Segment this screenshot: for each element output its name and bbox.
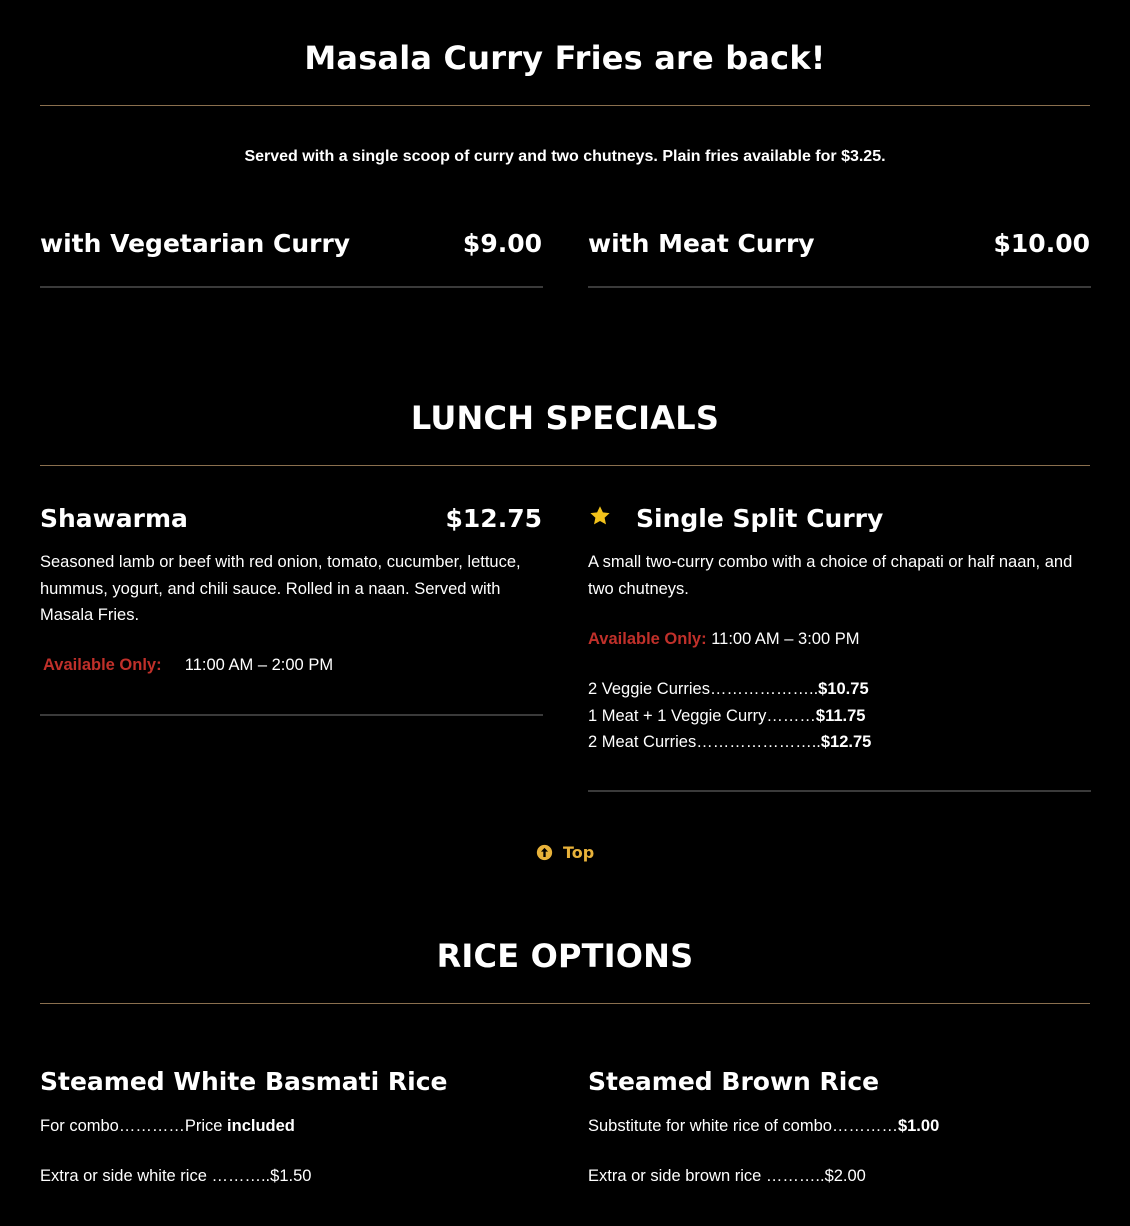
option-label: 2 Veggie Curries………………..	[588, 680, 819, 698]
white-rice-name: Steamed White Basmati Rice	[40, 1067, 448, 1096]
brown-rice-substitute-label: Substitute for white rice of combo…………	[588, 1117, 898, 1135]
fries-meat-price: $10.00	[993, 229, 1090, 258]
shawarma-description	[40, 549, 550, 629]
shawarma-divider	[40, 714, 543, 716]
shawarma-availability	[43, 652, 333, 679]
lunch-section-title: LUNCH SPECIALS	[410, 399, 720, 437]
option-price: $12.75	[820, 733, 872, 751]
star-icon	[588, 504, 612, 528]
white-rice-extra-line: Extra or side white rice ………..$1.50	[40, 1167, 312, 1185]
brown-rice-substitute-value: $1.00	[897, 1117, 940, 1135]
brown-rice-extra-line: Extra or side brown rice ………..$2.00	[588, 1167, 866, 1185]
fries-serving-note: Served with a single scoop of curry and two chutneys. Plain fries available for $3.25.	[244, 148, 886, 165]
option-price: $10.75	[818, 680, 869, 698]
option-price: $11.75	[815, 707, 866, 725]
fries-section-title: Masala Curry Fries are back!	[304, 39, 826, 77]
single-split-description	[588, 549, 1098, 602]
white-rice-combo-line	[40, 1113, 295, 1140]
fries-veg-divider	[40, 286, 543, 288]
shawarma-avail-label: Available Only:	[43, 656, 162, 674]
fries-meat-name: with Meat Curry	[588, 229, 815, 258]
single-split-option	[588, 729, 871, 756]
brown-rice-name: Steamed Brown Rice	[588, 1067, 880, 1096]
shawarma-avail-time: 11:00 AM – 2:00 PM	[184, 656, 334, 674]
option-label: 2 Meat Curries…………………..	[588, 733, 821, 751]
single-split-availability	[588, 626, 859, 653]
lunch-section-divider	[40, 465, 1090, 466]
option-label: 1 Meat + 1 Veggie Curry………	[588, 707, 816, 725]
fries-veg-name: with Vegetarian Curry	[40, 229, 351, 258]
fries-veg-price: $9.00	[462, 229, 542, 258]
rice-section-divider	[40, 1003, 1090, 1004]
fries-meat-divider	[588, 286, 1091, 288]
white-rice-combo-label: For combo…………Price	[40, 1117, 228, 1135]
fries-section-divider	[40, 105, 1090, 106]
shawarma-desc-line: Masala Fries.	[40, 606, 140, 624]
white-rice-combo-value: included	[227, 1117, 295, 1135]
single-split-curry-name: Single Split Curry	[636, 504, 884, 533]
single-split-avail-time: 11:00 AM – 3:00 PM	[711, 630, 860, 648]
shawarma-name: Shawarma	[40, 504, 188, 533]
shawarma-desc-line: hummus, yogurt, and chili sauce. Rolled in a naan. Served with	[40, 579, 501, 598]
single-split-option	[588, 676, 869, 703]
single-split-avail-label: Available Only:	[588, 630, 707, 648]
single-split-desc-line: two chutneys.	[588, 579, 689, 598]
single-split-option	[588, 703, 865, 730]
back-to-top-link[interactable]	[536, 840, 594, 864]
arrow-up-circle-icon	[536, 844, 553, 861]
brown-rice-substitute-line	[588, 1113, 939, 1140]
back-to-top-label: Top	[563, 842, 595, 862]
shawarma-desc-line: Seasoned lamb or beef with red onion, tomato, cucumber, lettuce,	[40, 553, 521, 571]
single-split-divider	[588, 790, 1091, 792]
rice-section-title: RICE OPTIONS	[436, 937, 694, 975]
single-split-desc-line: A small two-curry combo with a choice of chapati or half naan, and	[588, 553, 1073, 571]
shawarma-price: $12.75	[445, 504, 542, 533]
